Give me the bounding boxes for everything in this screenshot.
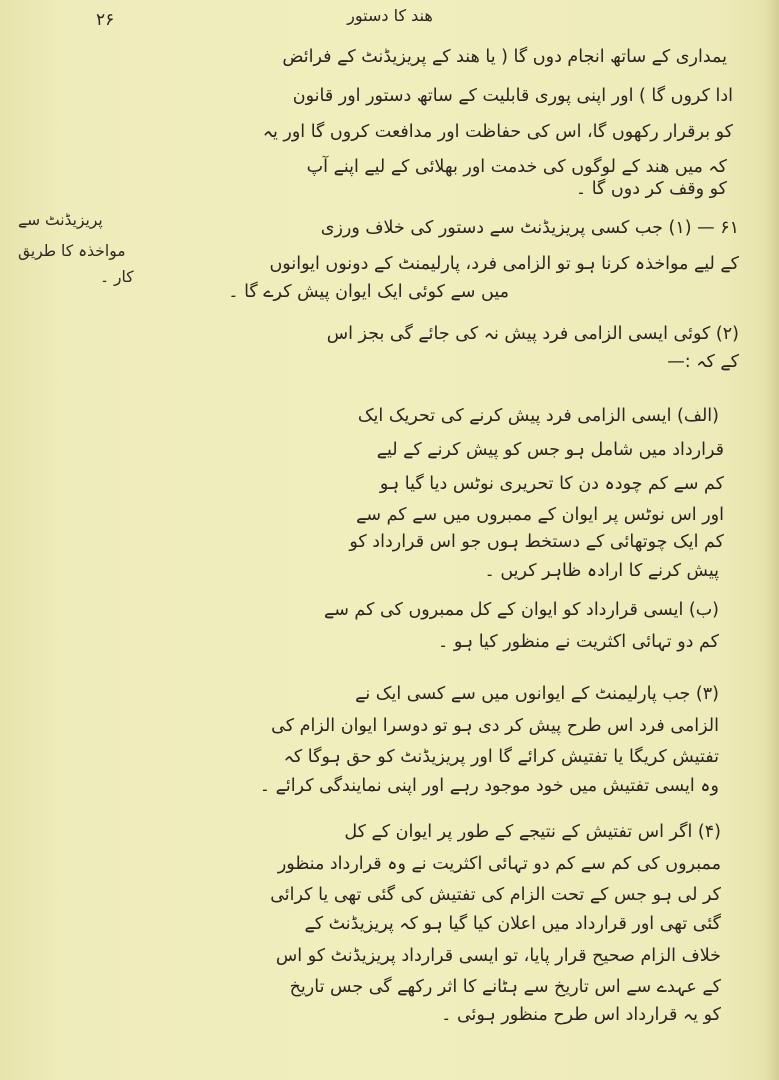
sub-clause-a-line: اور اس نوٹس پر ایوان کے ممبروں میں سے کم سے: [356, 505, 724, 525]
sub-clause-a-line: پیش کرنے کا ارادہ ظاہر کریں ۔: [484, 561, 719, 581]
oath-line: کو برقرار رکھوں گا، اس کی حفاظت اور مدافعت کروں گا اور یہ: [262, 122, 733, 142]
clause-2-line: کے کہ :—: [667, 352, 739, 372]
clause-4-line: گئی تھی اور قرارداد میں اعلان کیا گیا ہو کہ پریزیڈنٹ کے: [304, 914, 721, 934]
clause-4-line: ممبروں کی کم سے کم دو تہائی اکثریت نے وہ قرارداد منظور: [277, 854, 721, 874]
clause-3-line: تفتیش کریگا یا تفتیش کرائے گا اور پریزیڈنٹ کو حق ہوگا کہ: [283, 747, 719, 767]
clause-3-line: (۳) جب پارلیمنٹ کے ایوانوں میں سے کسی ایک نے: [355, 684, 719, 704]
clause-1-line: ۶۱ — (۱) جب کسی پریزیڈنٹ سے دستور کی خلاف ورزی: [320, 218, 739, 238]
page-number: ۲۶: [96, 10, 115, 30]
oath-line: کہ میں ھند کے لوگوں کی خدمت اور بھلائی کے لیے اپنے آپ: [306, 157, 727, 177]
page-binding-shadow: [765, 0, 779, 1080]
clause-4-line: کر لی ہو جس کے تحت الزام کی تفتیش کی گئی تھی یا کرائی: [270, 885, 721, 905]
clause-4-line: (۴) اگر اس تفتیش کے نتیجے کے طور پر ایوان کے کل: [344, 822, 721, 842]
oath-line: یمداری کے ساتھ انجام دوں گا ( یا ھند کے پریزیڈنٹ کے فرائض: [282, 47, 727, 67]
sub-clause-a-line: کم ایک چوتھائی کے دستخط ہوں جو اس قرارداد کو: [349, 532, 724, 552]
clause-2-line: (۲) کوئی ایسی الزامی فرد پیش نہ کی جائے گی بجز اس: [326, 324, 739, 344]
sub-clause-a-line: کم سے کم چودہ دن کا تحریری نوٹس دیا گیا ہو: [379, 474, 724, 494]
margin-note-line: مواخذہ کا طریق: [18, 242, 126, 260]
clause-4-line: کے عہدے سے اس تاریخ سے ہٹانے کا اثر رکھے گی جس تاریخ: [289, 977, 721, 997]
oath-line: کو وقف کر دوں گا ۔: [575, 179, 727, 199]
sub-clause-a-line: قرارداد میں شامل ہو جس کو پیش کرنے کے لیے: [376, 440, 724, 460]
margin-note-line: کار ۔: [100, 268, 134, 286]
clause-1-line: میں سے کوئی ایک ایوان پیش کرے گا ۔: [228, 282, 509, 302]
sub-clause-b-line: (ب) ایسی قرارداد کو ایوان کے کل ممبروں کی کم سے: [323, 600, 719, 620]
clause-4-line: خلاف الزام صحیح قرار پایا، تو ایسی قرارداد پریزیڈنٹ کو اس: [275, 946, 721, 966]
clause-3-line: وہ ایسی تفتیش میں خود موجود رہے اور اپنی نمایندگی کرائے ۔: [259, 776, 719, 796]
clause-3-line: الزامی فرد اس طرح پیش کر دی ہو تو دوسرا ایوان الزام کی: [271, 716, 719, 736]
margin-note-line: پریزیڈنٹ سے: [18, 211, 103, 229]
sub-clause-a-line: (الف) ایسی الزامی فرد پیش کرنے کی تحریک ایک: [357, 406, 719, 426]
oath-line: ادا کروں گا ) اور اپنی پوری قابلیت کے ساتھ دستور اور قانون: [292, 86, 733, 106]
clause-1-line: کے لیے مواخذہ کرنا ہو تو الزامی فرد، پارلیمنٹ کے دونوں ایوانوں: [269, 254, 739, 274]
clause-4-line: کو یہ قرارداد اس طرح منظور ہوئی ۔: [441, 1005, 721, 1025]
sub-clause-b-line: کم دو تہائی اکثریت نے منظور کیا ہو ۔: [438, 632, 719, 652]
running-title: ھند کا دستور: [347, 6, 433, 25]
